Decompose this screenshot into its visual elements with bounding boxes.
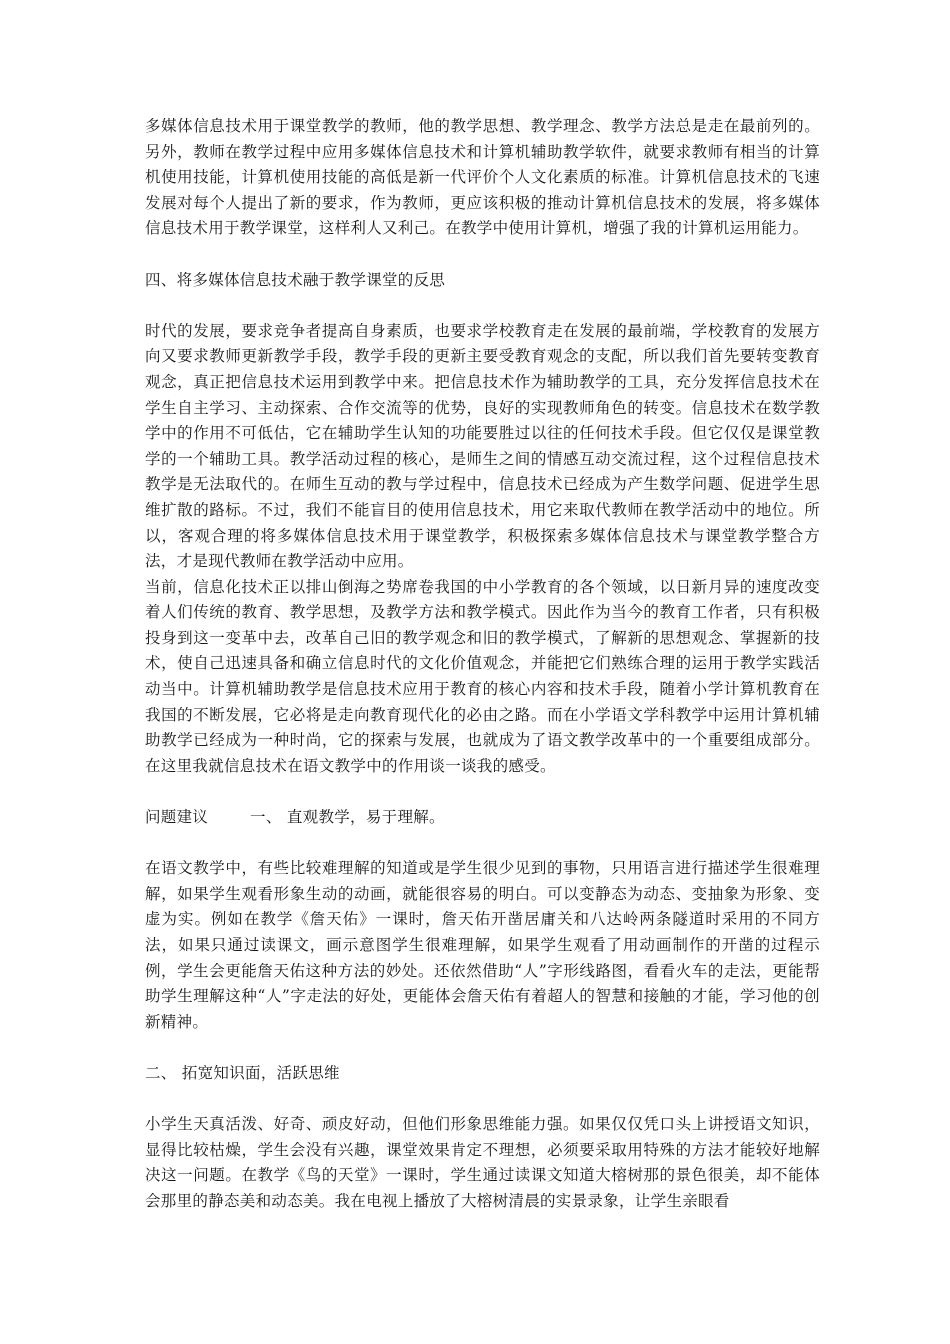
section-heading-suggestions: 问题建议 一、 直观教学，易于理解。 [145,808,445,827]
paragraph-era-development: 时代的发展，要求竞争者提高自身素质，也要求学校教育走在发展的最前端，学校教育的发展方向又要求教师更新教学手段，教学手段的更新主要受教育观念的支配，所以我们首先要转变教育观念，真正把信息技术运用到教学中来。把信息技术作为辅助教学的工具，充分发挥信息技术在学生自主学习、主动探索、合作交流等的优势，良好的实现教师角色的转变。信息技术在数学教学中的作用不可低估，它在辅助学生认知的功能要胜过以往的任何技术手段。但它仅仅是课堂教学的一个辅助工具。教学活动过程的核心，是师生之间的情感互动交流过程，这个过程信息技术教学是无法取代的。在师生互动的教与学过程中，信息技术已经成为产生数学问题、促进学生思维扩散的路标。不过，我们不能盲目的使用信息技术，用它来取代教师在教学活动中的地位。所以，客观合理的将多媒体信息技术用于课堂教学，积极探索多媒体信息技术与课堂教学整合方法，才是现代教师在教学活动中应用。 [145,321,820,571]
paragraph-teacher-skills: 多媒体信息技术用于课堂教学的教师，他的教学思想、教学理念、教学方法总是走在最前列的。另外，教师在教学过程中应用多媒体信息技术和计算机辅助教学软件，就要求教师有相当的计算机使用技能，计算机使用技能的高低是新一代评价个人文化素质的标准。计算机信息技术的飞速发展对每个人提出了新的要求，作为教师，更应该积极的推动计算机信息技术的发展，将多媒体信息技术用于教学课堂，这样利人又利己。在教学中使用计算机，增强了我的计算机运用能力。 [145,117,820,238]
section-heading-broaden-knowledge: 二、 拓宽知识面，活跃思维 [145,1063,340,1082]
paragraph-intuitive-teaching: 在语文教学中，有些比较难理解的知道或是学生很少见到的事物，只用语言进行描述学生很难理解，如果学生观看形象生动的动画，就能很容易的明白。可以变静态为动态、变抽象为形象、变虚为实。例如在教学《詹天佑》一课时，詹天佑开凿居庸关和八达岭两条隧道时采用的不同方法，如果只通过读课文，画示意图学生很难理解，如果学生观看了用动画制作的开凿的过程示例，学生会更能詹天佑这种方法的妙处。还依然借助“人”字形线路图，看看火车的走法，更能帮助学生理解这种“人”字走法的好处，更能体会詹天佑有着超人的智慧和接触的才能，学习他的创新精神。 [145,859,820,1031]
paragraph-gap [145,831,820,857]
paragraph-gap [145,1035,820,1061]
section-heading-reflection: 四、将多媒体信息技术融于教学课堂的反思 [145,270,446,289]
paragraph-informatization: 当前，信息化技术正以排山倒海之势席卷我国的中小学教育的各个领域，以日新月异的速度改变着人们传统的教育、教学思想，及教学方法和教学模式。因此作为当今的教育工作者，只有积极投身到这一变革中去，改革自己旧的教学观念和旧的教学模式，了解新的思想观念、掌握新的技术，使自己迅速具备和确立信息时代的文化价值观念，并能把它们熟练合理的运用于教学实践活动当中。计算机辅助教学是信息技术应用于教育的核心内容和技术手段，随着小学计算机教育在我国的不断发展，它必将是走向教育现代化的必由之路。而在小学语文学科教学中运用计算机辅助教学已经成为一种时尚，它的探索与发展，也就成为了语文教学改革中的一个重要组成部分。在这里我就信息技术在语文教学中的作用谈一谈我的感受。 [145,577,820,775]
document-body [145,114,820,1215]
paragraph-gap [145,779,820,805]
paragraph-gap [145,1087,820,1113]
paragraph-pupils-thinking: 小学生天真活泼、好奇、顽皮好动，但他们形象思维能力强。如果仅仅凭口头上讲授语文知识，显得比较枯燥，学生会没有兴趣，课堂效果肯定不理想，必须要采取用特殊的方法才能较好地解决这一问题。在教学《鸟的天堂》一课时，学生通过读课文知道大榕树那的景色很美，却不能体会那里的静态美和动态美。我在电视上播放了大榕树清晨的实景录象，让学生亲眼看 [145,1115,820,1210]
paragraph-gap [145,242,820,268]
paragraph-gap [145,293,820,319]
